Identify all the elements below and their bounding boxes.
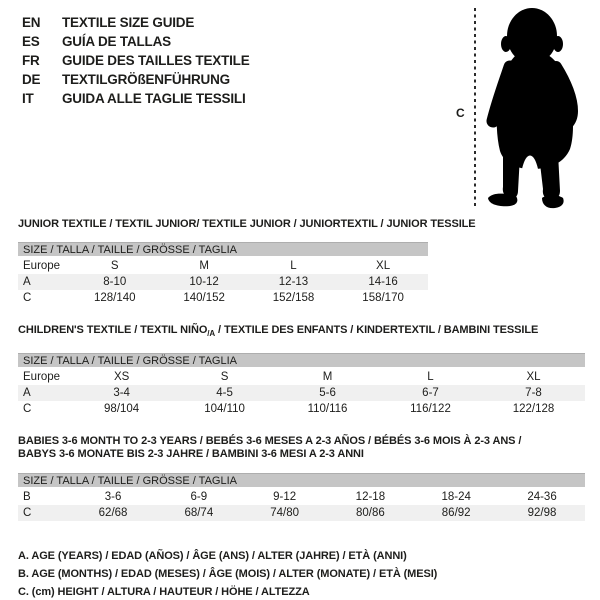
age-cell: 10-12 [159, 274, 248, 290]
language-row [22, 32, 250, 51]
table-row-europe [18, 257, 428, 274]
height-cell: 116/122 [410, 403, 451, 416]
table-row-europe [18, 368, 585, 385]
footnote-height: C. (cm) HEIGHT / ALTURA / HAUTEUR / HÖHE / ALTEZZA [18, 586, 310, 599]
table-row-height [18, 401, 585, 417]
row-label: Europe [23, 260, 61, 272]
row-label: C [18, 505, 70, 521]
height-cell: 104/110 [204, 403, 245, 416]
size-cell: XL [526, 371, 541, 384]
row-label: A [18, 274, 70, 290]
tables-section [18, 210, 585, 600]
table-row-age [18, 274, 428, 290]
size-header-label: SIZE / TALLA / TAILLE / GRÖSSE / TAGLIA [18, 243, 428, 258]
children-table-title [18, 324, 585, 340]
size-cell: XS [113, 371, 130, 384]
age-cell: 8-10 [70, 274, 159, 290]
table-row-height [18, 290, 428, 306]
height-cell: 152/158 [272, 292, 315, 304]
table-row-height [18, 505, 585, 521]
age-cell: 6-7 [379, 385, 482, 401]
months-cell: 18-24 [441, 491, 471, 504]
footnote-age-years: A. AGE (YEARS) / EDAD (AÑOS) / ÂGE (ANS) / ALTER (JAHRE) / ETÀ (ANNI) [18, 550, 407, 563]
table-row-months [18, 488, 585, 505]
language-label: TEXTILE SIZE GUIDE [62, 15, 195, 30]
babies-title-line1: BABIES 3-6 MONTH TO 2-3 YEARS / BEBÉS 3-6 MESES A 2-3 AÑOS / BÉBÉS 3-6 MOIS À 2-3 ANS / [18, 435, 522, 448]
height-cell: 62/68 [70, 505, 156, 521]
height-cell: 86/92 [413, 505, 499, 521]
toddler-silhouette [486, 5, 592, 212]
babies-size-table [18, 473, 585, 521]
size-header-label: SIZE / TALLA / TAILLE / GRÖSSE / TAGLIA [18, 474, 585, 489]
language-label: GUIDA ALLE TAGLIE TESSILI [62, 91, 246, 106]
months-cell: 3-6 [104, 491, 122, 504]
age-cell: 4-5 [173, 385, 276, 401]
row-label: Europe [23, 371, 61, 384]
months-cell: 9-12 [273, 491, 297, 504]
row-label: C [23, 403, 32, 416]
months-cell: 24-36 [527, 491, 557, 504]
height-measure-dotted-line [474, 8, 476, 206]
children-size-table [18, 353, 585, 417]
height-cell: 92/98 [499, 505, 585, 521]
age-cell: 5-6 [276, 385, 379, 401]
height-cell: 74/80 [242, 505, 328, 521]
language-row [22, 51, 250, 70]
size-cell: L [290, 260, 297, 272]
footnotes [18, 547, 585, 600]
size-header-row [18, 243, 428, 258]
size-header-label: SIZE / TALLA / TAILLE / GRÖSSE / TAGLIA [18, 354, 585, 369]
size-cell: M [322, 371, 333, 384]
babies-title-line2: BABYS 3-6 MONATE BIS 2-3 JAHRE / BAMBINI 3-6 MESI A 2-3 ANNI [18, 448, 364, 461]
language-list [22, 13, 250, 108]
size-header-row [18, 354, 585, 369]
size-cell: M [199, 260, 209, 272]
footnote-age-months: B. AGE (MONTHS) / EDAD (MESES) / ÂGE (MOIS) / ALTER (MONATE) / ETÀ (MESI) [18, 568, 438, 581]
height-cell: 80/86 [328, 505, 414, 521]
height-cell: 68/74 [156, 505, 242, 521]
height-cell: 110/116 [307, 403, 348, 416]
age-cell: 12-13 [249, 274, 338, 290]
language-code: IT [22, 91, 34, 106]
language-row [22, 13, 250, 32]
junior-size-table [18, 242, 428, 306]
language-code: EN [22, 15, 41, 30]
age-cell: 7-8 [482, 385, 585, 401]
language-code: ES [22, 34, 40, 49]
language-row [22, 70, 250, 89]
age-cell: 14-16 [338, 274, 428, 290]
height-cell: 128/140 [93, 292, 136, 304]
children-title-prefix: CHILDREN'S TEXTILE / TEXTIL NIÑO [18, 324, 208, 336]
height-cell: 98/104 [104, 403, 140, 416]
language-label: GUÍA DE TALLAS [62, 34, 171, 49]
size-cell: S [110, 260, 119, 272]
months-cell: 12-18 [355, 491, 386, 504]
size-cell: L [427, 371, 434, 384]
language-label: GUIDE DES TAILLES TEXTILE [62, 53, 250, 68]
age-cell: 3-4 [70, 385, 173, 401]
header-section [0, 0, 600, 210]
size-header-row [18, 474, 585, 489]
language-row [22, 89, 250, 108]
table-row-age [18, 385, 585, 401]
size-cell: XL [376, 260, 391, 272]
row-label: A [18, 385, 70, 401]
height-cell: 122/128 [512, 403, 555, 416]
row-label: C [23, 292, 32, 304]
babies-table-title [18, 435, 585, 461]
height-cell: 140/152 [183, 292, 225, 304]
height-measure-label: C [456, 106, 465, 120]
children-title-sub: /A [207, 329, 216, 339]
row-label: B [23, 491, 31, 504]
height-cell: 158/170 [362, 292, 404, 304]
children-title-suffix: / TEXTILE DES ENFANTS / KINDERTEXTIL / BAMBINI TESSILE [215, 324, 539, 336]
language-label: TEXTILGRÖßENFÜHRUNG [62, 72, 230, 87]
junior-table-title: JUNIOR TEXTILE / TEXTIL JUNIOR/ TEXTILE JUNIOR / JUNIORTEXTIL / JUNIOR TESSILE [18, 218, 476, 230]
language-code: FR [22, 53, 40, 68]
months-cell: 6-9 [190, 491, 208, 504]
language-code: DE [22, 72, 41, 87]
size-cell: S [220, 371, 229, 384]
